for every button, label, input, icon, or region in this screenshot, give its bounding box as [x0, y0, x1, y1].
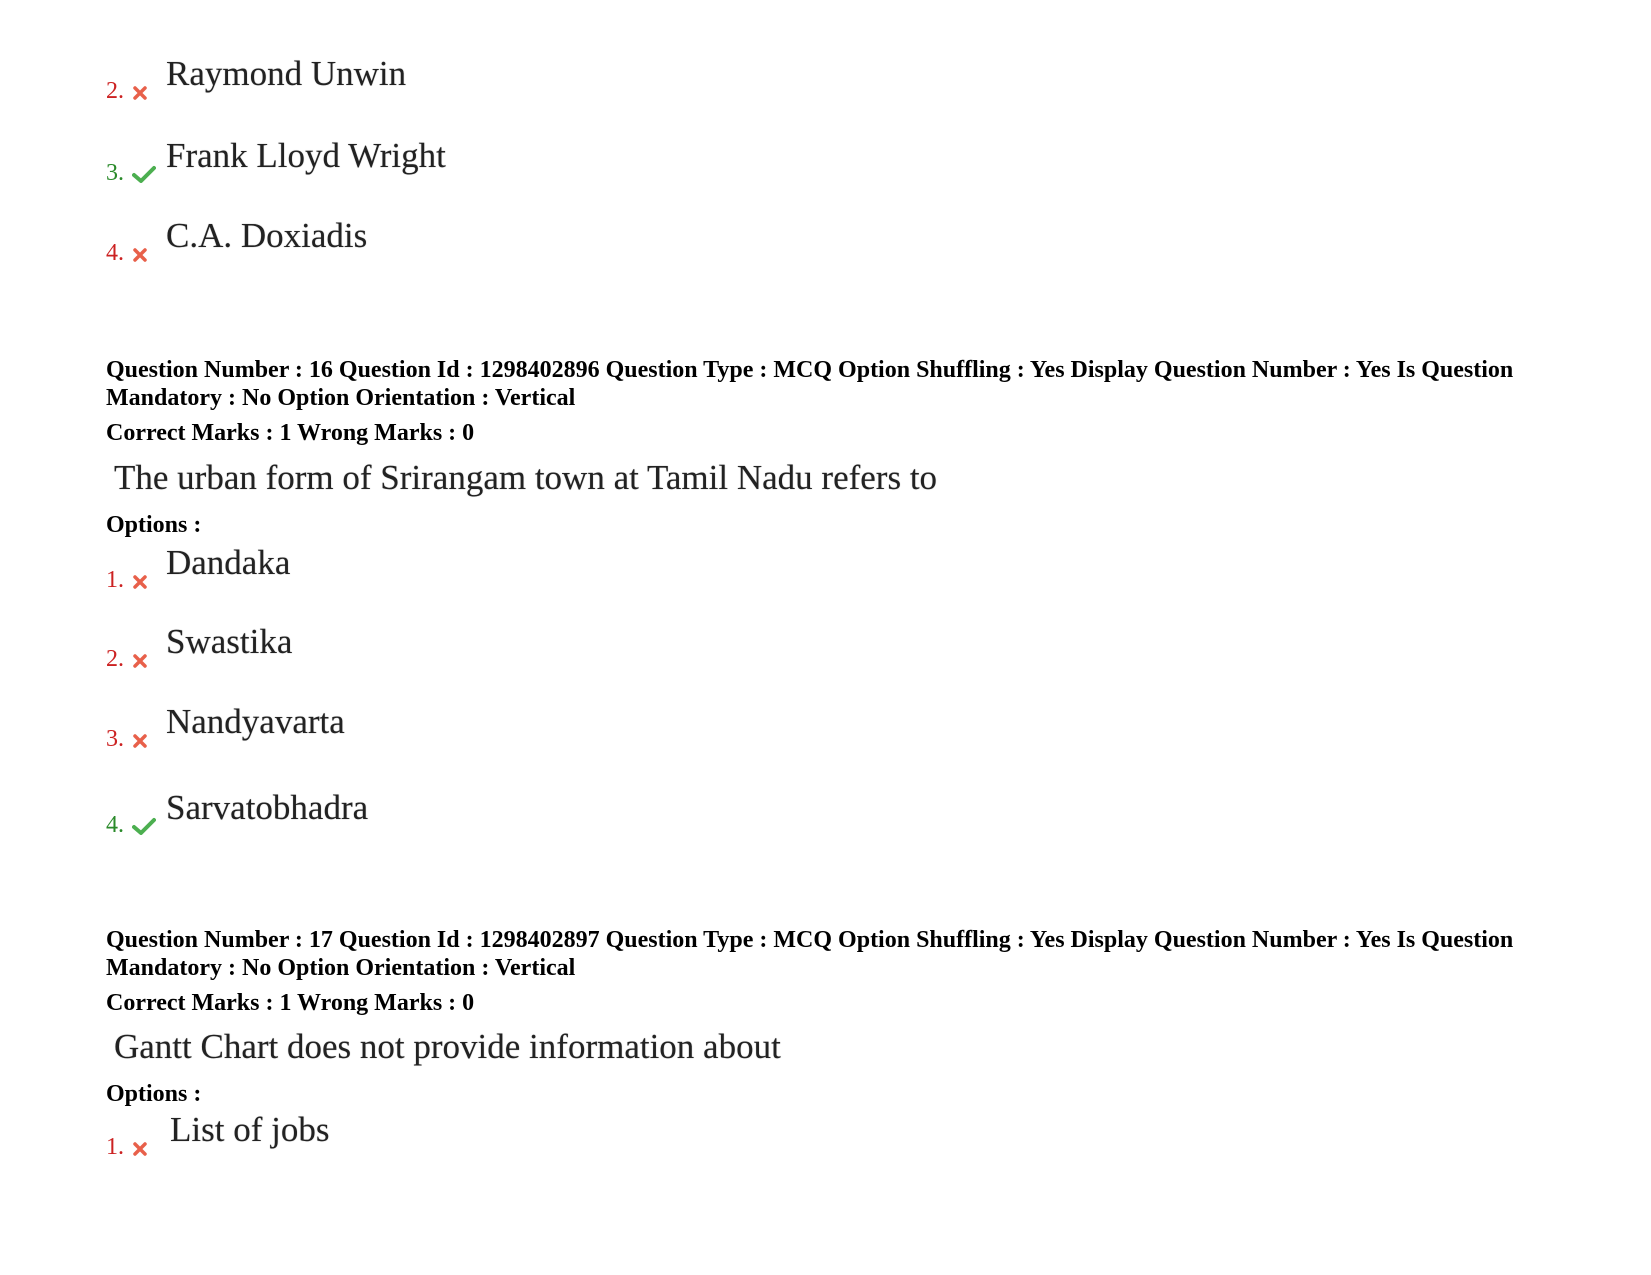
check-icon: [132, 157, 158, 187]
question-marks: Correct Marks : 1 Wrong Marks : 0: [106, 990, 475, 1016]
question-text: Gantt Chart does not provide information about: [114, 1027, 781, 1066]
option-text: Raymond Unwin: [166, 54, 407, 93]
cross-icon: [132, 75, 158, 105]
option-number: 1.: [106, 1134, 124, 1160]
cross-icon: [132, 1131, 158, 1161]
option-text: Frank Lloyd Wright: [166, 136, 446, 175]
option-number: 2.: [106, 78, 124, 104]
options-label: Options :: [106, 1081, 202, 1107]
option-number: 1.: [106, 567, 124, 593]
option-text: List of jobs: [170, 1110, 330, 1149]
check-icon: [132, 809, 158, 839]
options-label: Options :: [106, 512, 202, 538]
option-number: 4.: [106, 240, 124, 266]
question-meta: Question Number : 17 Question Id : 1298402897 Question Type : MCQ Option Shuffling : Yes Display Question Number : Yes Is Question Mandatory : No Option Orientation : Vertical: [106, 927, 1514, 981]
option-text: Dandaka: [166, 543, 291, 582]
option-number: 3.: [106, 160, 124, 186]
option-text: Nandyavarta: [166, 702, 345, 741]
cross-icon: [132, 643, 158, 673]
option-number: 3.: [106, 726, 124, 752]
question-text: The urban form of Srirangam town at Tamil Nadu refers to: [114, 458, 938, 497]
option-item: [106, 56, 406, 105]
option-item: [106, 1112, 329, 1161]
option-item: [106, 138, 446, 187]
cross-icon: [132, 237, 158, 267]
question-meta: Question Number : 16 Question Id : 1298402896 Question Type : MCQ Option Shuffling : Yes Display Question Number : Yes Is Question Mandatory : No Option Orientation : Vertical: [106, 357, 1514, 411]
option-item: [106, 790, 368, 839]
option-item: [106, 218, 367, 267]
option-number: 4.: [106, 812, 124, 838]
question-marks: Correct Marks : 1 Wrong Marks : 0: [106, 420, 475, 446]
option-text: Sarvatobhadra: [166, 788, 369, 827]
option-item: [106, 624, 292, 673]
option-item: [106, 545, 290, 594]
option-item: [106, 704, 345, 753]
cross-icon: [132, 564, 158, 594]
option-text: C.A. Doxiadis: [166, 216, 368, 255]
option-text: Swastika: [166, 622, 293, 661]
cross-icon: [132, 723, 158, 753]
option-number: 2.: [106, 646, 124, 672]
